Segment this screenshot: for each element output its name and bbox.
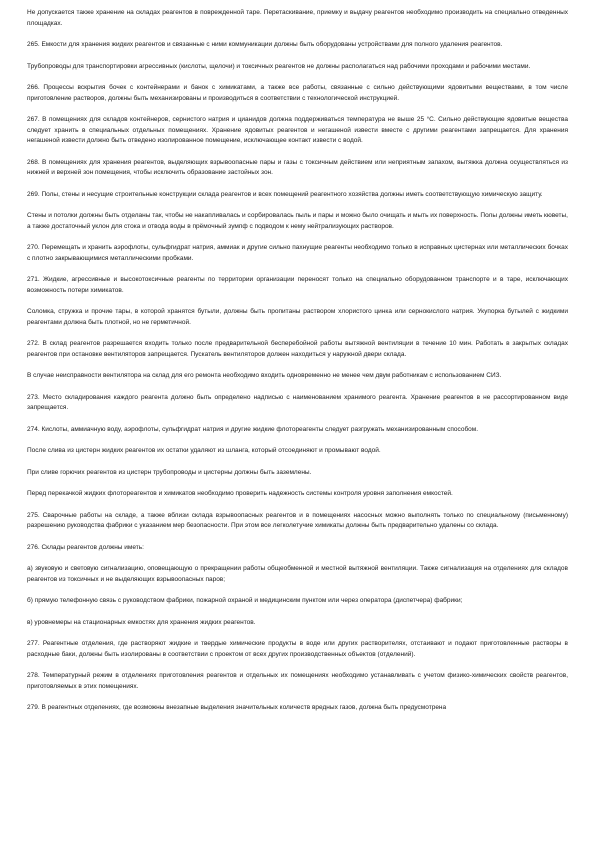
paragraph: В случае неисправности вентилятора на склад для его ремонта необходимо входить одновременно не менее чем двум работникам с использованием СИЗ. [27, 372, 502, 379]
paragraph: 266. Процессы вскрытия бочек с контейнерами и банок с химикатами, а также все работы, связанные с сильно действующими ядовитыми веществами, в том числе приготовление растворов, должны быть механизированы и производиться в соответствии с технологической инструкцией. [27, 84, 568, 102]
paragraph: После слива из цистерн жидких реагентов их остатки удаляют из шланга, который отсоединяют и промывают водой. [27, 447, 381, 454]
paragraph: 275. Сварочные работы на складе, а также вблизи склада взрывоопасных реагентов и в помещениях насосных можно выполнять только по специальному (письменному) разрешению руководства фабрики с указанием мер безопасности. При этом все легколетучие химикаты должны быть предварительно удалены со склада. [27, 511, 568, 529]
paragraph: Соломка, стружка и прочие тары, в которой хранятся бутыли, должны быть пропитаны раствором хлористого цинка или сернокислого натрия. Укупорка бутылей с жидкими реагентами должна быть плотной, но не герметичной. [27, 308, 568, 326]
paragraph: 270. Перемещать и хранить аэрофлоты, сульфгидрат натрия, аммиак и другие сильно пахнущие реагенты необходимо только в исправных цистернах или металлических бочках с плотно закрывающимися металлическими пробками. [27, 244, 568, 262]
paragraph: Не допускается также хранение на складах реагентов в поврежденной таре. Перетаскивание, приемку и выдачу реагентов необходимо производить на специально отведенных площадках. [27, 9, 568, 27]
paragraph: Трубопроводы для транспортировки агрессивных (кислоты, щелочи) и токсичных реагентов не должны располагаться над рабочими проходами и рабочими местами. [27, 62, 531, 70]
paragraph: а) звуковую и световую сигнализацию, оповещающую о прекращении работы общеобменной и местной вытяжной вентиляции. Также сигнализация на отделениях для складов реагентов из токсичных и не выделяющих взрывоопасных паров; [27, 565, 568, 583]
paragraph: 265. Емкости для хранения жидких реагентов и связанные с ними коммуникации должны быть оборудованы устройствами для полного удаления реагентов. [27, 41, 503, 48]
paragraph: 267. В помещениях для складов контейнеров, сернистого натрия и цианидов должна поддерживаться температура не выше 25 °С. Сильно действующие ядовитые вещества следует хранить в специальных отдельных помещениях. Хранение ядовитых реагентов и негашеной извести вместе с другими реагентами запрещается. Для хранения негашеной извести должно быть отведено изолированное помещение, исключающее контакт извести с водой. [27, 116, 568, 144]
paragraph: 279. В реагентных отделениях, где возможны внезапные выделения значительных количеств вредных газов, должна быть предусмотрена [27, 704, 447, 711]
paragraph: 277. Реагентные отделения, где растворяют жидкие и твердые химические продукты в воде или других растворителях, отстаивают и подают приготовленные растворы в расходные баки, должны быть изолированы в соответствии с проектом от всех других производственных объектов (отделений). [27, 640, 568, 658]
paragraph: Стены и потолки должны быть отделаны так, чтобы не накапливалась и сорбировалась пыль и пары и можно было очищать и мыть их поверхность. Полы должны иметь кюветы, а также достаточный уклон для стока и отвода воды в прёмочный зумпф с подводом к нему нейтрализующих растворов. [27, 212, 568, 230]
paragraph: б) прямую телефонную связь с руководством фабрики, пожарной охраной и медицинским пунктом или через оператора (диспетчера) фабрики; [27, 597, 463, 604]
paragraph: Перед перекачкой жидких флотореагентов и химикатов необходимо проверить надежность системы контроля уровня заполнения емкостей. [27, 490, 453, 497]
paragraph: При сливе горючих реагентов из цистерн трубопроводы и цистерны должны быть заземлены. [27, 468, 312, 476]
paragraph: 276. Склады реагентов должны иметь: [27, 543, 144, 551]
paragraph: 272. В склад реагентов разрешается входить только после предварительной бесперебойной работы вытяжной вентиляции в течение 10 мин. Работать в закрытых складах реагентов при остановке вентиляторов запрещается. Пускатель вентиляторов должен находиться у наружной двери склада. [27, 340, 568, 358]
paragraph: 273. Место складирования каждого реагента должно быть определено надписью с наименованием хранимого реагента. Хранение реагентов в не рассортированном виде запрещается. [27, 393, 568, 411]
paragraph: в) уровнемеры на стационарных емкостях для хранения жидких реагентов. [27, 618, 256, 626]
paragraph: 269. Полы, стены и несущие строительные конструкции склада реагентов и всех помещений реагентного хозяйства должны иметь соответствующую химическую защиту. [27, 190, 543, 198]
paragraph: 278. Температурный режим в отделениях приготовления реагентов и отдельных их помещениях необходимо устанавливать с учетом физико-химических свойств реагентов, приготовляемых в этих помещениях. [27, 672, 568, 690]
paragraph: 271. Жидкие, агрессивные и высокотоксичные реагенты по территории организации переносят только на специально оборудованном транспорте и в таре, исключающих возможность потери химикатов. [27, 276, 568, 294]
paragraph: 268. В помещениях для хранения реагентов, выделяющих взрывоопасные пары и газы с токсичным действием или неприятным запахом, вытяжка должна осуществляться из нижней и верхней зон помещения, чтобы исключить образование застойных зон. [27, 158, 568, 176]
paragraph: 274. Кислоты, аммиачную воду, аэрофлоты, сульфгидрат натрия и другие жидкие флотореагенты следует разгружать механизированным способом. [27, 425, 479, 433]
